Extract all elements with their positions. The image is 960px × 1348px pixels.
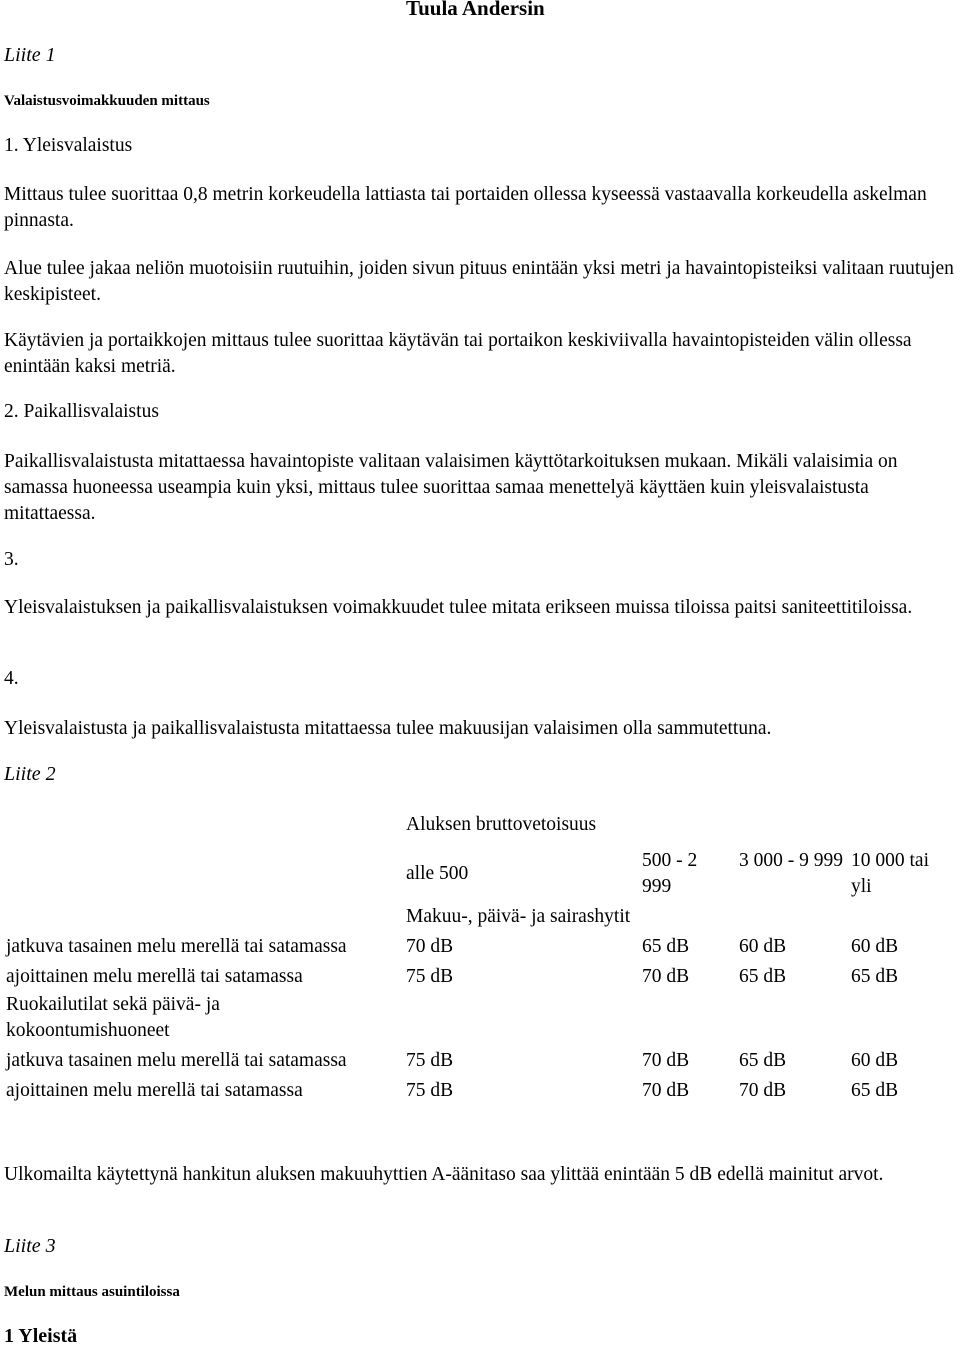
table-row bbox=[2, 1044, 955, 1074]
table-cell: 70 dB bbox=[642, 966, 690, 987]
table-cell: 60 dB bbox=[739, 936, 787, 957]
section-label: Ruokailutilat sekä päivä- ja kokoontumishuoneet bbox=[6, 994, 220, 1041]
table-row bbox=[2, 900, 955, 930]
column-header: 500 - 2 999 bbox=[642, 850, 698, 897]
column-header: 10 000 tai yli bbox=[851, 850, 929, 897]
table-cell: 65 dB bbox=[739, 1050, 787, 1071]
row-label: ajoittainen melu merellä tai satamassa bbox=[6, 1080, 303, 1101]
paragraph-grid-division: Alue tulee jakaa neliön muotoisiin ruutuihin, joiden sivun pituus enintään yksi metri ja havaintopisteiksi valitaan ruutujen keskipisteet. bbox=[4, 258, 954, 305]
table-cell: 75 dB bbox=[406, 1050, 454, 1071]
row-label: jatkuva tasainen melu merellä tai satamassa bbox=[6, 936, 347, 957]
row-label: jatkuva tasainen melu merellä tai satamassa bbox=[6, 1050, 347, 1071]
row-label: ajoittainen melu merellä tai satamassa bbox=[6, 966, 303, 987]
paragraph-local-lighting: Paikallisvalaistusta mitattaessa havaintopiste valitaan valaisimen käyttötarkoituksen mukaan. Mikäli valaisimia on samassa huoneessa useampia kuin yksi, mittaus tulee suorittaa samaa menettelyä käyttäen kuin yleisvalaistusta mitattaessa. bbox=[4, 451, 898, 524]
table-cell: 65 dB bbox=[851, 1080, 899, 1101]
appendix-1-title: Valaistusvoimakkuuden mittaus bbox=[4, 93, 210, 109]
appendix-1-label: Liite 1 bbox=[4, 44, 56, 66]
table-row bbox=[2, 930, 955, 960]
table-row bbox=[2, 1074, 955, 1104]
table-cell: 65 dB bbox=[851, 966, 899, 987]
table-cell: 70 dB bbox=[406, 936, 454, 957]
paragraph-measurement-height: Mittaus tulee suorittaa 0,8 metrin korkeudella lattiasta tai portaiden ollessa kyseessä vastaavalla korkeudella askelman pinnasta. bbox=[4, 184, 927, 231]
table-cell: 65 dB bbox=[642, 936, 690, 957]
table-cell: 60 dB bbox=[851, 936, 899, 957]
section-3-heading: 3. bbox=[4, 549, 19, 570]
table-cell: 60 dB bbox=[851, 1050, 899, 1071]
paragraph-separate-measurement: Yleisvalaistuksen ja paikallisvalaistuksen voimakkuudet tulee mitata erikseen muissa tiloissa paitsi saniteettitiloissa. bbox=[4, 597, 913, 618]
table-row bbox=[2, 990, 955, 1044]
table-cell: 75 dB bbox=[406, 966, 454, 987]
table-cell: 75 dB bbox=[406, 1080, 454, 1101]
section-2-heading: 2. Paikallisvalaistus bbox=[4, 401, 159, 422]
table-cell: 70 dB bbox=[739, 1080, 787, 1101]
table-cell: 65 dB bbox=[739, 966, 787, 987]
noise-limits-table bbox=[2, 812, 955, 1104]
appendix-3-label: Liite 3 bbox=[4, 1235, 56, 1257]
section-4-heading: 4. bbox=[4, 668, 19, 689]
appendix-3-title: Melun mittaus asuintiloissa bbox=[4, 1284, 180, 1300]
table-row bbox=[2, 812, 955, 848]
paragraph-berth-light: Yleisvalaistusta ja paikallisvalaistusta mitattaessa tulee makuusijan valaisimen olla sammutettuna. bbox=[4, 718, 772, 739]
group-header: Aluksen bruttovetoisuus bbox=[406, 814, 597, 835]
table-header-row bbox=[2, 848, 955, 900]
document-author: Tuula Andersin bbox=[406, 0, 545, 20]
table-cell: 70 dB bbox=[642, 1050, 690, 1071]
appendix-2-label: Liite 2 bbox=[4, 763, 56, 785]
table-row bbox=[2, 960, 955, 990]
section-label: Makuu-, päivä- ja sairashytit bbox=[406, 906, 631, 927]
column-header: alle 500 bbox=[406, 863, 469, 884]
paragraph-corridor-measurement: Käytävien ja portaikkojen mittaus tulee suorittaa käytävän tai portaikon keskiviivalla havaintopisteiden välin ollessa enintään kaksi metriä. bbox=[4, 330, 912, 377]
section-1-heading: 1. Yleisvalaistus bbox=[4, 135, 133, 156]
appendix-3-section-1-heading: 1 Yleistä bbox=[4, 1325, 78, 1347]
paragraph-used-vessel-note: Ulkomailta käytettynä hankitun aluksen makuuhyttien A-äänitaso saa ylittää enintään 5 dB edellä mainitut arvot. bbox=[4, 1164, 884, 1185]
column-header: 3 000 - 9 999 bbox=[739, 850, 843, 871]
table-cell: 70 dB bbox=[642, 1080, 690, 1101]
